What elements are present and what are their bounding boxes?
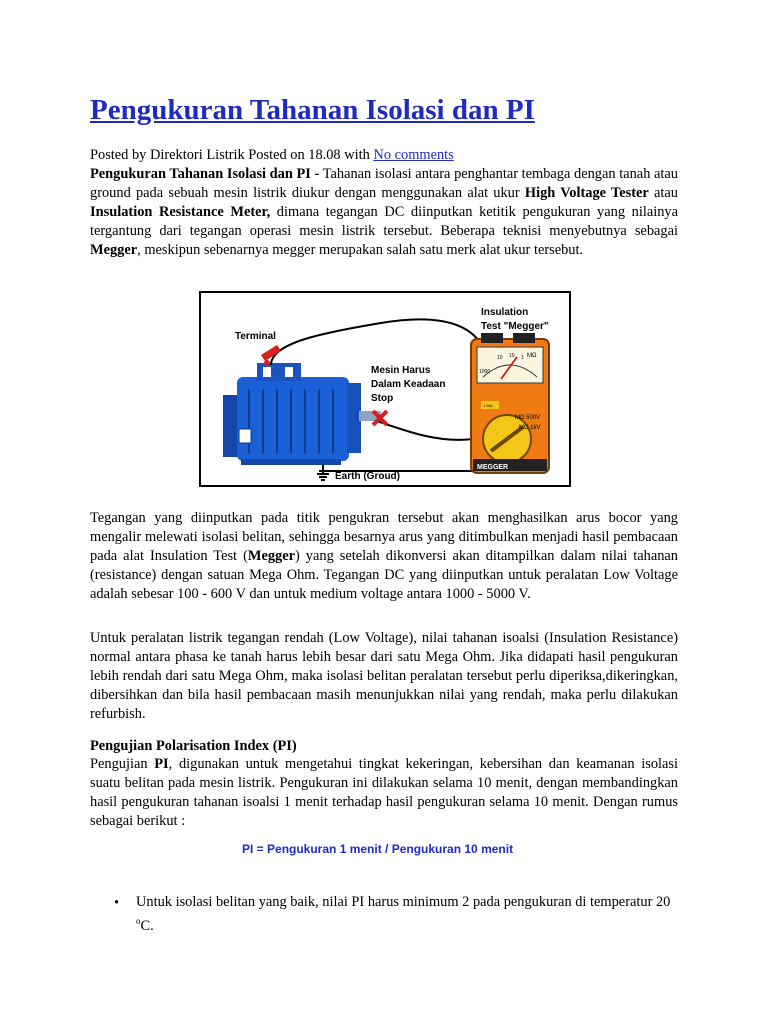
voltage-bold-megger: Megger — [247, 548, 295, 564]
pi-text-1: Pengujian — [90, 756, 155, 772]
pi-bold: PI — [154, 756, 169, 772]
bullet-unit: C. — [140, 917, 154, 934]
intro-text-4: , meskipun sebenarnya megger merupakan salah satu merk alat ukur tersebut. — [137, 242, 584, 258]
intro-text-1: Tahanan isolasi antara penghantar tembaga dengan tanah atau ground pada sebuah mesin listrik diukur dengan menggunakan alat ukur — [90, 166, 678, 201]
no-comments-link[interactable]: No comments — [373, 147, 454, 163]
bullet-item — [136, 893, 678, 936]
mesin-label-3: Stop — [371, 393, 394, 404]
mesin-label-1: Mesin Harus — [371, 365, 431, 376]
earth-icon — [317, 465, 329, 480]
terminal-label: Terminal — [235, 331, 276, 342]
insulation-label-1: Insulation — [481, 307, 529, 318]
intro-paragraph — [90, 165, 678, 260]
post-meta-text: Posted by Direktori Listrik Posted on 18.08 with — [90, 147, 374, 163]
low-voltage-paragraph: Untuk peralatan listrik tegangan rendah (Low Voltage), nilai tahanan isoalsi (Insulation Resistance) normal antara phasa ke tanah harus lebih besar dari satu Mega Ohm. Jika didapati hasil pengukuran lebih rendah dari satu Mega Ohm, maka isolasi belitan peralatan tersebut perlu diperiksa,dikeringkan, dibersihkan dan bila hasil pembacaan masih menunjukkan nilai yang rendah, maka perlu dilakukan refurbish. — [90, 630, 678, 722]
mo500-label: MΩ 500V — [515, 415, 541, 421]
intro-bold-megger: Megger — [90, 242, 138, 258]
pi-formula: PI = Pengukuran 1 menit / Pengukuran 10 menit — [242, 842, 514, 856]
intro-text-3: dimana tegangan DC diinputkan ketitik pengukuran yang nilainya tergantung dari tegangan operasi mesin listrik tersebut. Beberapa teknisi menyebutnya sebagai — [90, 204, 678, 239]
pi-paragraph — [90, 755, 678, 831]
intro-bold-irm: Insulation Resistance Meter, — [90, 204, 271, 220]
motor-illustration — [223, 363, 381, 465]
post-meta — [90, 146, 454, 165]
intro-bold-title: Pengukuran Tahanan Isolasi dan PI - — [90, 166, 320, 182]
bullet-text: Untuk isolasi belitan yang baik, nilai PI harus minimum 2 pada pengukuran di temperatur 20 — [136, 894, 671, 910]
megger-brand-label: MEGGER — [477, 464, 509, 471]
megger-diagram-svg — [201, 293, 569, 485]
earth-label: Earth (Groud) — [335, 471, 400, 482]
voltage-text-2: ) yang setelah dikonversi akan ditampilkan dalam nilai tahanan (resistance) dengan satuan Mega Ohm. Tegangan DC yang diinputkan untuk peralatan Low Voltage adalah sebesar 100 - 600 V dan untuk medium voltage antara 1000 - 5000 V. — [90, 548, 678, 602]
mode-label: 1 Min — [483, 403, 493, 408]
insulation-label-2: Test "Megger" — [481, 321, 549, 332]
scale-1000: 1000 — [479, 369, 491, 375]
scale-10b: 10 — [509, 353, 515, 359]
scale-10a: 10 — [497, 355, 503, 361]
voltage-text-1: Tegangan yang diinputkan pada titik pengukran tersebut akan menghasilkan arus bocor yang mengalir melewati isolasi belitan, sehingga besarnya arus yang ditimbulkan menjadi hasil pembacaan pada alat Insulation Test ( — [90, 510, 678, 564]
scale-mo: MΩ — [527, 353, 537, 359]
pi-heading — [90, 737, 678, 756]
mesin-label-2: Dalam Keadaan — [371, 379, 446, 390]
pi-text-2: , digunakan untuk mengetahui tingkat kekeringan, kebersihan dan keamanan isolasi suatu belitan pada mesin listrik. Pengukuran ini dilakukan selama 10 menit, dengan membandingkan hasil pengukuran tahanan isoalsi 1 menit terhadap hasil pengukuran selama 10 menit. Dengan rumus sebagai berikut : — [90, 756, 679, 829]
voltage-paragraph — [90, 509, 678, 604]
page-title[interactable]: Pengukuran Tahanan Isolasi dan PI — [90, 94, 535, 126]
degree-superscript: o — [136, 916, 141, 926]
megger-diagram — [199, 291, 571, 487]
scale-1: 1 — [521, 355, 524, 361]
mo1k-label: MΩ 1kV — [519, 425, 541, 431]
intro-bold-hv-tester: High Voltage Tester — [524, 185, 649, 201]
bullet-marker: • — [114, 895, 120, 911]
pi-heading-text: Pengujian Polarisation Index (PI) — [90, 738, 297, 754]
intro-text-2: atau — [648, 185, 678, 201]
